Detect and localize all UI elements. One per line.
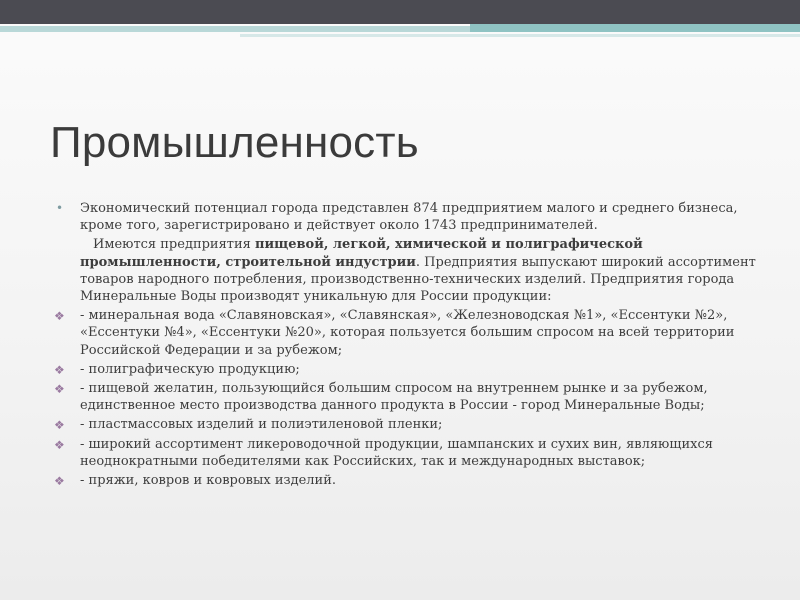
industry-paragraph [48,236,768,305]
diamond-bullet-icon: ❖ [54,362,65,377]
diamond-bullet-icon: ❖ [54,309,65,324]
list-item-text: - полиграфическую продукцию; [80,361,300,377]
slide-body [48,200,768,489]
accent-stripe-thin [240,34,800,37]
intro-text: Экономический потенциал города представлен 874 предприятием малого и среднего бизнеса, кроме того, зарегистрировано и действует около 1743 предпринимателей. [80,201,738,234]
slide-title: Промышленность [50,118,419,167]
industry-tail: . Предприятия выпускают широкий ассортимент товаров народного потребления, производственно-технических изделий. Предприятия города Минеральные Воды производят уникальную для России продукции: [80,254,756,305]
list-item-text: - широкий ассортимент ликероводочной продукции, шампанских и сухих вин, являющихся неоднократными победителями как Российских, так и международных выставок; [80,436,713,469]
industry-bold: пищевой, легкой, химической и полиграфической промышленности, строительной индустрии [80,237,643,270]
list-item [48,416,768,433]
list-item-text: - пряжи, ковров и ковровых изделий. [80,473,336,489]
list-item [48,307,768,359]
top-decorative-bar [0,0,800,24]
list-item [48,380,768,414]
list-item [48,436,768,470]
diamond-bullet-icon: ❖ [54,418,65,433]
diamond-bullet-icon: ❖ [54,474,65,489]
diamond-bullet-icon: ❖ [54,382,65,397]
industry-lead: Имеются предприятия [93,237,255,253]
bullet-dot-icon: • [56,201,64,215]
list-item [48,472,768,489]
list-item-text: - минеральная вода «Славяновская», «Славянская», «Железноводская №1», «Ессентуки №2», «Ессентуки №4», «Ессентуки №20», которая пользуется большим спросом на всей территории Российской Федерации и за рубежом; [80,308,735,358]
list-item [48,361,768,378]
intro-paragraph [48,200,768,234]
diamond-bullet-icon: ❖ [54,437,65,452]
accent-stripe-right [470,24,800,32]
list-item-text: - пищевой желатин, пользующийся большим спросом на внутреннем рынке и за рубежом, единственное место производства данного продукта в России - город Минеральные Воды; [80,381,708,414]
list-item-text: - пластмассовых изделий и полиэтиленовой пленки; [80,417,443,433]
